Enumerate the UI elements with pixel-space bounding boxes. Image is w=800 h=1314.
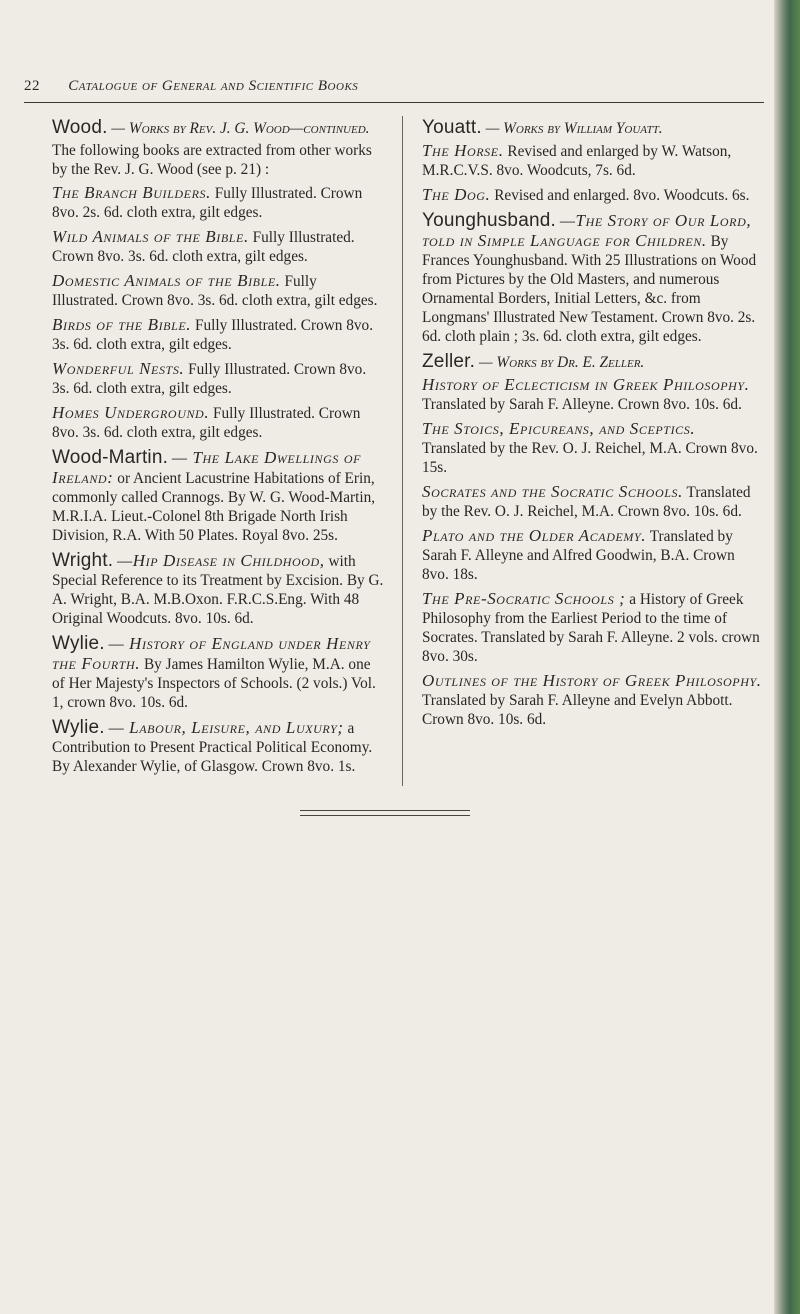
works-by: — Works by Dr. E. Zeller. [478, 354, 645, 371]
book-details: Fully Illustrated. Crown 8vo. 3s. 6d. cloth extra, gilt edges. [52, 317, 374, 353]
book-item [422, 671, 762, 729]
book-details: By Frances Younghusband. With 25 Illustrations on Wood from Pictures by the Old Masters, and numerous Ornamental Borders, Initial Letters, &c. from Longmans' Illustrated New Testament. Crown 8vo. 2s. 6d. cloth plain ; 3s. 6d. cloth extra, gilt edges. [422, 233, 757, 345]
book-item [422, 419, 762, 477]
book-details: Fully Illustrated. Crown 8vo. 3s. 6d. cloth extra, gilt edges. [52, 405, 361, 441]
book-details: Fully Illustrated. Crown 8vo. 2s. 6d. cloth extra, gilt edges. [52, 185, 363, 221]
left-column [52, 118, 384, 782]
entry-wylie-labour [52, 718, 384, 776]
author-name: Zeller. [422, 351, 476, 372]
book-details: By James Hamilton Wylie, M.A. one of Her Majesty's Inspectors of Schools. (2 vols.) Vol. 1, crown 8vo. 10s. 6d. [52, 656, 376, 711]
entry-wood [52, 118, 384, 442]
book-title: Wild Animals of the Bible. [52, 227, 249, 246]
book-item [52, 403, 384, 442]
book-details: Revised and enlarged by W. Watson, M.R.C.V.S. 8vo. Woodcuts, 7s. 6d. [422, 143, 732, 179]
book-title: — History of England under Henry the Fourth. [52, 634, 371, 673]
author-name: Youatt. [422, 117, 482, 138]
book-item [422, 589, 762, 666]
book-details: or Ancient Lacustrine Habitations of Erin, commonly called Crannogs. By W. G. Wood-Martin, M.R.I.A. Lieut.-Colonel 8th Brigade North Irish Division, R.A. With 50 Plates. Royal 8vo. 25s. [52, 470, 376, 544]
book-title: The Pre-Socratic Schools ; [422, 589, 626, 608]
column-divider [402, 116, 403, 786]
book-details: Translated by Sarah F. Alleyne. Crown 8vo. 10s. 6d. [422, 396, 742, 413]
footer-rule-top [300, 810, 470, 811]
right-column [422, 118, 762, 735]
entry-wylie-history [52, 634, 384, 712]
book-item [422, 185, 762, 205]
book-title: —Hip Disease in Childhood, [117, 551, 325, 570]
entry-younghusband [422, 211, 762, 346]
book-details: a Contribution to Present Practical Political Economy. By Alexander Wylie, of Glasgow. Crown 8vo. 1s. [52, 720, 373, 775]
entry-intro: The following books are extracted from other works by the Rev. J. G. Wood (see p. 21) : [52, 142, 372, 178]
book-item [52, 227, 384, 266]
book-item [422, 482, 762, 521]
book-title: The Branch Builders. [52, 183, 211, 202]
book-item [52, 315, 384, 354]
book-details: a History of Greek Philosophy from the Earliest Period to the time of Socrates. Translated by Sarah F. Alleyne. 2 vols. crown 8vo. 30s. [422, 591, 760, 665]
entry-youatt [422, 118, 762, 205]
book-item [52, 183, 384, 222]
footer-rule-bottom [300, 815, 470, 816]
book-details: Translated by the Rev. O. J. Reichel, M.A. Crown 8vo. 10s. 6d. [422, 484, 751, 520]
book-details: Translated by Sarah F. Alleyne and Evelyn Abbott. Crown 8vo. 10s. 6d. [422, 692, 733, 728]
book-item [422, 526, 762, 584]
works-by: — Works by Rev. J. G. Wood—continued. [111, 120, 370, 137]
book-details: Translated by the Rev. O. J. Reichel, M.A. Crown 8vo. 15s. [422, 440, 758, 476]
book-title: The Horse. [422, 141, 504, 160]
book-title: History of Eclecticism in Greek Philosophy. [422, 375, 750, 394]
book-title: — The Lake Dwellings of Ireland: [52, 448, 362, 487]
book-item [52, 271, 384, 310]
entry-wood-martin [52, 448, 384, 545]
running-title: Catalogue of General and Scientific Books [68, 78, 359, 94]
book-details: Fully Illustrated. Crown 8vo. 3s. 6d. cloth extra, gilt edges. [52, 273, 378, 309]
book-title: The Dog. [422, 185, 491, 204]
author-name: Wood. [52, 117, 108, 138]
header-rule [24, 102, 764, 103]
book-title: Wonderful Nests. [52, 359, 185, 378]
book-details: Revised and enlarged. 8vo. Woodcuts. 6s. [494, 187, 750, 204]
author-name: Wood-Martin. [52, 447, 169, 468]
entry-wright [52, 551, 384, 628]
book-title: Homes Underground. [52, 403, 210, 422]
page-edge-binding [774, 0, 800, 1314]
book-details: with Special Reference to its Treatment by Excision. By G. A. Wright, B.A. M.B.Oxon. F.R.C.S.Eng. With 48 Original Woodcuts. 8vo. 10s. 6d. [52, 553, 384, 627]
book-item [422, 141, 762, 180]
book-item [422, 375, 762, 414]
book-title: — Labour, Leisure, and Luxury; [108, 718, 344, 737]
book-details: Fully Illustrated. Crown 8vo. 3s. 6d. cloth extra, gilt edges. [52, 361, 367, 397]
book-title: Outlines of the History of Greek Philosophy. [422, 671, 762, 690]
book-title: Birds of the Bible. [52, 315, 192, 334]
book-details: Translated by Sarah F. Alleyne and Alfred Goodwin, B.A. Crown 8vo. 18s. [422, 528, 735, 583]
book-item [52, 359, 384, 398]
book-title: Plato and the Older Academy. [422, 526, 647, 545]
works-by: — Works by William Youatt. [485, 120, 663, 137]
author-name: Wright. [52, 550, 114, 571]
page-number: 22 [24, 78, 40, 94]
author-name: Younghusband. [422, 210, 556, 231]
book-details: Fully Illustrated. Crown 8vo. 3s. 6d. cloth extra, gilt edges. [52, 229, 355, 265]
book-title: —The Story of Our Lord, told in Simple Language for Children. [422, 211, 752, 250]
book-title: Domestic Animals of the Bible. [52, 271, 281, 290]
book-title: Socrates and the Socratic Schools. [422, 482, 683, 501]
author-name: Wylie. [52, 633, 105, 654]
book-title: The Stoics, Epicureans, and Sceptics. [422, 419, 696, 438]
page-header [24, 78, 764, 95]
author-name: Wylie. [52, 717, 105, 738]
entry-zeller [422, 352, 762, 729]
